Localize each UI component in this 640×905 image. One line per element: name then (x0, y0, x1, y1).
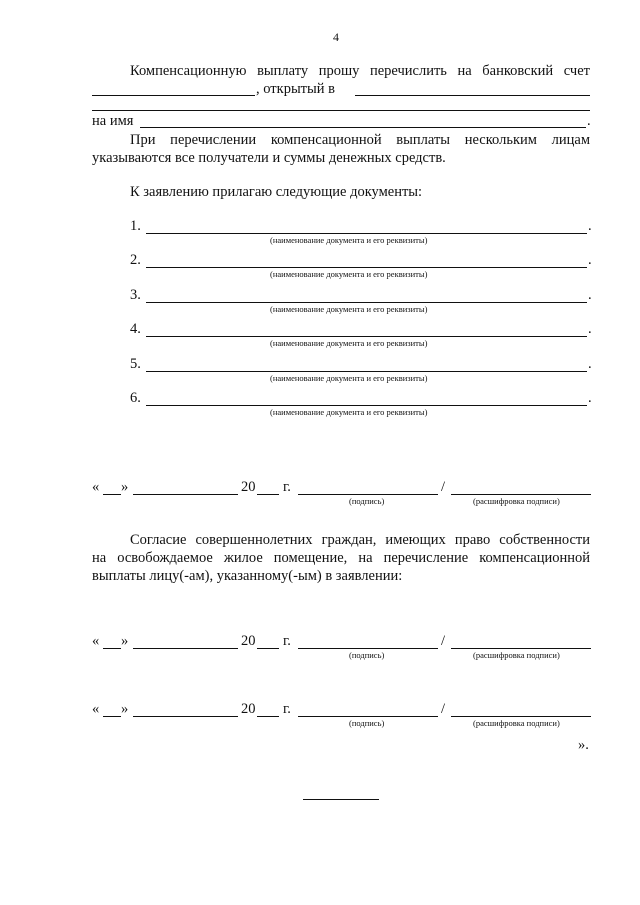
year-prefix: 20 (241, 633, 256, 649)
end-separator-line (303, 799, 379, 800)
day-line[interactable] (103, 716, 121, 717)
signature-line[interactable] (298, 648, 438, 649)
attachment-number: 5. (130, 356, 141, 372)
attachment-number: 2. (130, 252, 141, 268)
attachment-end: . (588, 321, 592, 337)
date-open-quote: « (92, 479, 100, 495)
year-line[interactable] (257, 648, 279, 649)
year-suffix: г. (283, 479, 291, 495)
opened-in-label: , открытый в (256, 81, 335, 97)
signature-decode-line[interactable] (451, 494, 591, 495)
year-line[interactable] (257, 494, 279, 495)
year-line[interactable] (257, 716, 279, 717)
attachment-end: . (588, 252, 592, 268)
attachment-caption: (наименование документа и его реквизиты) (270, 338, 428, 348)
month-line[interactable] (133, 648, 238, 649)
signature-slash: / (441, 701, 446, 717)
attachment-end: . (588, 287, 592, 303)
attachment-number: 1. (130, 218, 141, 234)
attachment-number: 6. (130, 390, 141, 406)
consent-line-1: Согласие совершеннолетних граждан, имеющих право собственности (130, 532, 590, 548)
page-number: 4 (333, 30, 339, 44)
signature-slash: / (441, 633, 446, 649)
attachment-line[interactable] (146, 267, 587, 268)
attachment-line[interactable] (146, 405, 587, 406)
attachments-heading: К заявлению прилагаю следующие документы: (130, 184, 423, 200)
closing-quote-mark: ». (578, 737, 589, 753)
year-prefix: 20 (241, 701, 256, 717)
day-line[interactable] (103, 648, 121, 649)
attachment-caption: (наименование документа и его реквизиты) (270, 407, 428, 417)
signature-line[interactable] (298, 716, 438, 717)
attachment-end: . (588, 390, 592, 406)
consent-line-2: на освобождаемое жилое помещение, на перечисление компенсационной (92, 550, 590, 566)
bank-name-continuation-line[interactable] (92, 110, 590, 111)
day-line[interactable] (103, 494, 121, 495)
signature-caption: (подпись) (349, 496, 385, 506)
attachment-number: 3. (130, 287, 141, 303)
attachment-caption: (наименование документа и его реквизиты) (270, 235, 428, 245)
year-suffix: г. (283, 633, 291, 649)
signature-decode-caption: (расшифровка подписи) (473, 650, 560, 660)
year-suffix: г. (283, 701, 291, 717)
month-line[interactable] (133, 716, 238, 717)
in-name-of-label: на имя (92, 113, 134, 129)
date-close-quote: » (121, 633, 129, 649)
signature-line[interactable] (298, 494, 438, 495)
signature-decode-line[interactable] (451, 716, 591, 717)
date-close-quote: » (121, 701, 129, 717)
signature-slash: / (441, 479, 446, 495)
signature-decode-line[interactable] (451, 648, 591, 649)
account-line-1: Компенсационную выплату прошу перечислить на банковский счет (130, 63, 590, 79)
date-open-quote: « (92, 633, 100, 649)
bank-name-line[interactable] (355, 95, 590, 96)
multi-recipients-line-1: При перечислении компенсационной выплаты нескольким лицам (130, 132, 590, 148)
year-prefix: 20 (241, 479, 256, 495)
attachment-line[interactable] (146, 233, 587, 234)
attachment-end: . (588, 218, 592, 234)
signature-decode-caption: (расшифровка подписи) (473, 496, 560, 506)
multi-recipients-line-2: указываются все получатели и суммы денежных средств. (92, 150, 446, 166)
date-open-quote: « (92, 701, 100, 717)
attachment-number: 4. (130, 321, 141, 337)
month-line[interactable] (133, 494, 238, 495)
attachment-caption: (наименование документа и его реквизиты) (270, 373, 428, 383)
signature-caption: (подпись) (349, 718, 385, 728)
account-holder-period: . (587, 113, 591, 129)
attachment-caption: (наименование документа и его реквизиты) (270, 304, 428, 314)
signature-decode-caption: (расшифровка подписи) (473, 718, 560, 728)
attachment-line[interactable] (146, 371, 587, 372)
attachment-line[interactable] (146, 336, 587, 337)
account-number-line[interactable] (92, 95, 255, 96)
date-close-quote: » (121, 479, 129, 495)
attachment-caption: (наименование документа и его реквизиты) (270, 269, 428, 279)
attachment-line[interactable] (146, 302, 587, 303)
account-holder-line[interactable] (140, 127, 586, 128)
signature-caption: (подпись) (349, 650, 385, 660)
attachment-end: . (588, 356, 592, 372)
consent-line-3: выплаты лицу(-ам), указанному(-ым) в заявлении: (92, 568, 403, 584)
